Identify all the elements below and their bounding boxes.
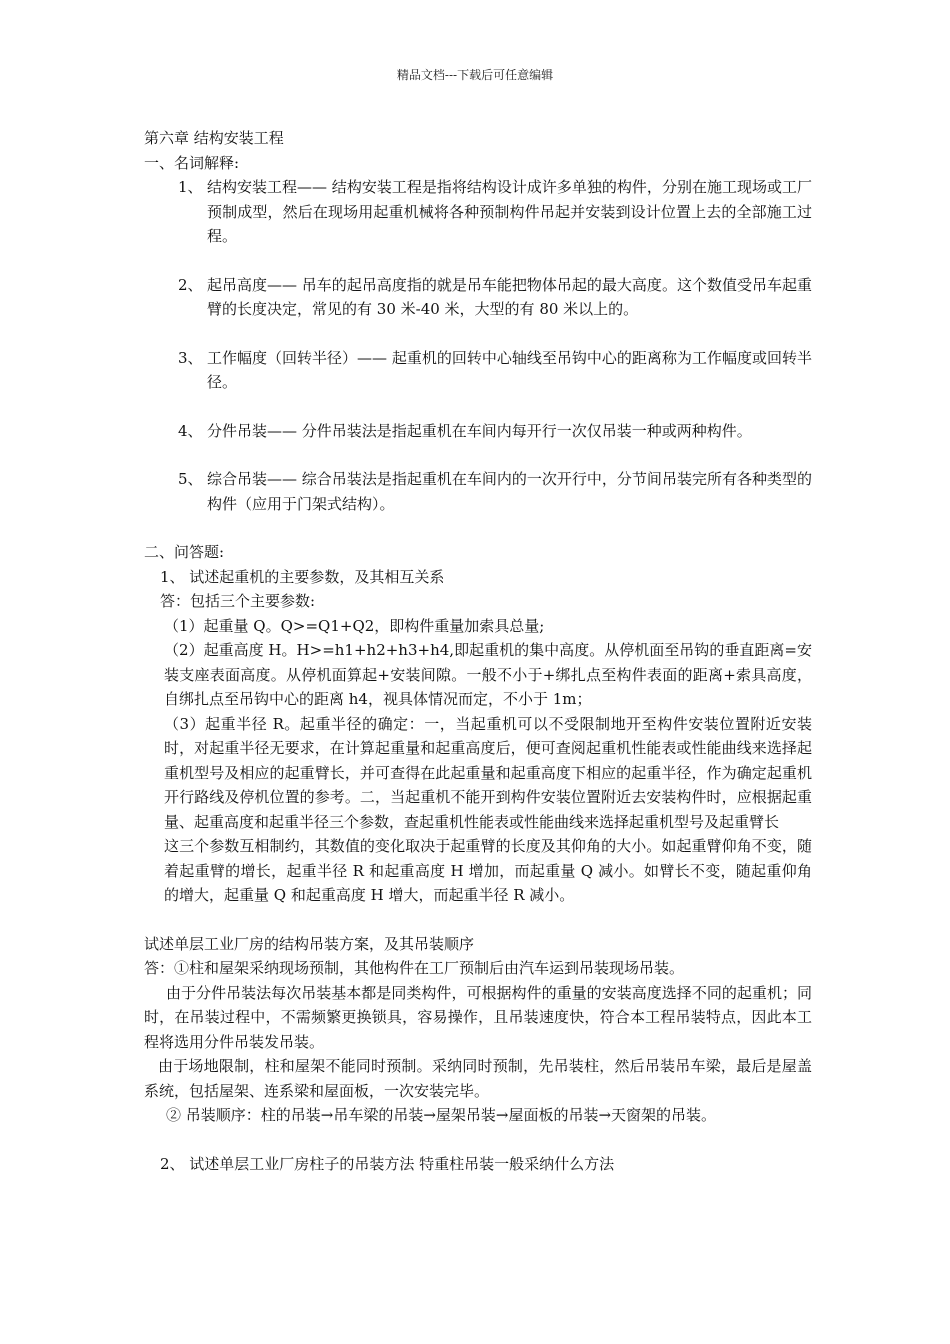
answer-relationship: 这三个参数互相制约，其数值的变化取决于起重臂的长度及其仰角的大小。如起重臂仰角不变，随着起重臂的增长，起重半径 R 和起重高度 H 增加，而起重量 Q 减小。如臂长不变，随起重仰角的增大，起重量 Q 和起重高度 H 增大，而起重半径 R 减小。 xyxy=(164,837,812,904)
spacer xyxy=(144,1128,812,1152)
definition-text: 分件吊装—— 分件吊装法是指起重机在车间内每开行一次仅吊装一种或两种构件。 xyxy=(207,421,752,440)
definition-text: 结构安装工程—— 结构安装工程是指将结构设计成许多单独的构件，分别在施工现场或工厂预制成型，然后在现场用起重机械将各种预制构件吊起并安装到设计位置上去的全部施工过程。 xyxy=(207,178,812,245)
definition-number: 3、 xyxy=(178,348,203,367)
definition-item xyxy=(144,175,812,249)
question-plant-scheme: 试述单层工业厂房的结构吊装方案，及其吊装顺序 xyxy=(144,934,475,953)
definition-item xyxy=(144,273,812,322)
definition-text: 工作幅度（回转半径）—— 起重机的回转中心轴线至吊钩中心的距离称为工作幅度或回转半径。 xyxy=(207,348,812,391)
definition-item xyxy=(144,419,812,444)
definition-text: 起吊高度—— 吊车的起吊高度指的就是吊车能把物体吊起的最大高度。这个数值受吊车起重臂的长度决定，常见的有 30 米-40 米，大型的有 80 米以上的。 xyxy=(207,275,812,318)
chapter-title: 第六章 结构安装工程 xyxy=(144,129,284,147)
document-body xyxy=(144,126,812,1176)
definition-number: 5、 xyxy=(178,470,203,488)
answer-sequence: ② 吊装顺序：柱的吊装→吊车梁的吊装→屋架吊装→屋面板的吊装→天窗架的吊装。 xyxy=(166,1106,717,1124)
definition-text: 综合吊装—— 综合吊装法是指起重机在车间内的一次开行中，分节间吊装完所有各种类型的构件（应用于门架式结构）。 xyxy=(207,470,812,513)
answer-param-q: （1）起重量 Q。Q>=Q1+Q2，即构件重量加索具总量; xyxy=(164,616,545,635)
definition-number: 1、 xyxy=(178,178,203,196)
definition-item xyxy=(144,467,812,516)
definition-item xyxy=(144,346,812,395)
question-1: 1、 试述起重机的主要参数，及其相互关系 xyxy=(160,567,445,586)
answer-sequence-note: 由于场地限制，柱和屋架不能同时预制。采纳同时预制，先吊装柱，然后吊装吊车梁，最后是屋盖系统，包括屋架、连系梁和屋面板，一次安装完毕。 xyxy=(144,1057,812,1100)
definition-number: 2、 xyxy=(178,275,203,294)
answer-param-r: （3）起重半径 R。起重半径的确定：一，当起重机可以不受限制地开至构件安装位置附近安装时，对起重半径无要求，在计算起重量和起重高度后，便可查阅起重机性能表或性能曲线来选择起重机型号及相应的起重臂长，并可查得在此起重量和起重高度下相应的起重半径，作为确定起重机开行路线及停机位置的参考。二，当起重机不能开到构件安装位置附近去安装构件时，应根据起重量、起重高度和起重半径三个参数，查起重机性能表或性能曲线来选择起重机型号及起重臂长 xyxy=(164,714,812,831)
answer-intro: 答：包括三个主要参数: xyxy=(160,592,316,610)
spacer xyxy=(144,908,812,932)
answer-method-reason: 由于分件吊装法每次吊装基本都是同类构件，可根据构件的重量的安装高度选择不同的起重机；同时，在吊装过程中，不需频繁更换锁具，容易操作，且吊装速度快，符合本工程吊装特点，因此本工程将选用分件吊装发吊装。 xyxy=(144,983,812,1051)
section-title-qa: 二、问答题: xyxy=(144,543,225,561)
section-title-definitions: 一、名词解释: xyxy=(144,153,240,172)
page-header: 精品文档---下载后可任意编辑 xyxy=(396,68,554,82)
definition-number: 4、 xyxy=(178,421,203,440)
answer-param-h: （2）起重高度 H。H>=h1+h2+h3+h4,即起重机的集中高度。从停机面至吊钩的垂直距离=安装支座表面高度。从停机面算起+安装间隙。一般不小于+绑扎点至构件表面的距离+索具高度，自绑扎点至吊钩中心的距离 h4，视具体情况而定，不小于 1m； xyxy=(164,641,812,708)
answer-prefab: 答：①柱和屋架采纳现场预制，其他构件在工厂预制后由汽车运到吊装现场吊装。 xyxy=(144,959,685,977)
question-2: 2、 试述单层工业厂房柱子的吊装方法 特重柱吊装一般采纳什么方法 xyxy=(160,1154,615,1173)
